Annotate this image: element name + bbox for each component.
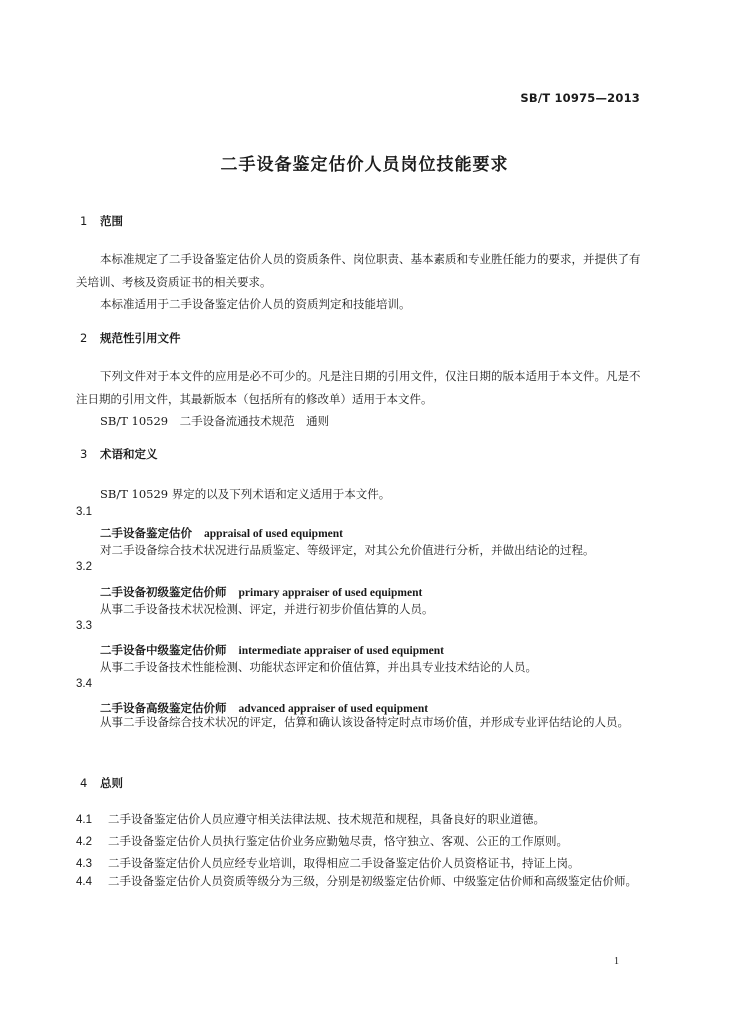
rule-item xyxy=(76,811,545,828)
section-4-heading xyxy=(80,775,123,791)
term-heading xyxy=(100,581,422,600)
rule-text: 二手设备鉴定估价人员应经专业培训，取得相应二手设备鉴定估价人员资格证书，持证上岗。 xyxy=(108,856,580,870)
term-definition: 对二手设备综合技术状况进行品质鉴定、等级评定，对其公允价值进行分析，并做出结论的过程。 xyxy=(100,543,595,557)
term-number: 3.1 xyxy=(76,506,92,518)
term-heading xyxy=(100,639,444,658)
term-en: appraisal of used equipment xyxy=(204,528,343,540)
section-title: 总则 xyxy=(100,776,123,790)
rule-item xyxy=(76,833,568,850)
term-number: 3.2 xyxy=(76,561,92,573)
section-title: 规范性引用文件 xyxy=(100,331,181,345)
term-zh: 二手设备初级鉴定估价师 xyxy=(100,585,227,599)
term-zh: 二手设备中级鉴定估价师 xyxy=(100,643,227,657)
term-definition: 从事二手设备技术性能检测、功能状态评定和价值估算，并出具专业技术结论的人员。 xyxy=(100,660,537,674)
rule-number: 4.1 xyxy=(76,814,92,826)
rule-number: 4.4 xyxy=(76,876,92,888)
section-1-heading xyxy=(80,213,123,229)
rule-item xyxy=(76,870,644,893)
rule-text: 二手设备鉴定估价人员资质等级分为三级，分别是初级鉴定估价师、中级鉴定估价师和高级鉴定估价师。 xyxy=(108,874,637,888)
section-title: 范围 xyxy=(100,214,123,228)
page-number: 1 xyxy=(614,956,619,967)
term-zh: 二手设备鉴定估价 xyxy=(100,526,192,540)
section-title: 术语和定义 xyxy=(100,447,158,461)
section-number: 4 xyxy=(80,776,88,790)
section-number: 3 xyxy=(80,447,88,461)
rule-text: 二手设备鉴定估价人员应遵守相关法律法规、技术规范和规程，具备良好的职业道德。 xyxy=(108,812,545,826)
rule-number: 4.2 xyxy=(76,836,92,848)
document-title: 二手设备鉴定估价人员岗位技能要求 xyxy=(220,155,509,175)
term-en: primary appraiser of used equipment xyxy=(238,587,423,599)
section-1-paragraph-2: 本标准适用于二手设备鉴定估价人员的资质判定和技能培训。 xyxy=(100,297,411,311)
normative-reference: SB/T 10529 二手设备流通技术规范 通则 xyxy=(100,414,330,428)
term-definition: 从事二手设备技术状况检测、评定，并进行初步价值估算的人员。 xyxy=(100,602,434,616)
term-number: 3.3 xyxy=(76,620,92,632)
term-number: 3.4 xyxy=(76,678,92,690)
section-number: 1 xyxy=(80,214,88,228)
section-number: 2 xyxy=(80,331,88,345)
standard-code: SB/T 10975—2013 xyxy=(520,91,640,105)
rule-text: 二手设备鉴定估价人员执行鉴定估价业务应勤勉尽责，恪守独立、客观、公正的工作原则。 xyxy=(108,834,568,848)
term-en: intermediate appraiser of used equipment xyxy=(238,645,445,657)
section-2-heading xyxy=(80,330,181,346)
term-definition: 从事二手设备综合技术状况的评定，估算和确认该设备特定时点市场价值，并形成专业评估结论的人员。 xyxy=(100,715,629,729)
section-3-heading xyxy=(80,446,158,462)
section-2-paragraph-1: 下列文件对于本文件的应用是必不可少的。凡是注日期的引用文件，仅注日期的版本适用于本文件。凡是不注日期的引用文件，其最新版本（包括所有的修改单）适用于本文件。 xyxy=(76,369,641,406)
term-heading xyxy=(100,522,343,541)
section-3-intro: SB/T 10529 界定的以及下列术语和定义适用于本文件。 xyxy=(100,487,391,501)
term-en: advanced appraiser of used equipment xyxy=(238,703,429,715)
rule-number: 4.3 xyxy=(76,858,92,870)
section-1-paragraph-1: 本标准规定了二手设备鉴定估价人员的资质条件、岗位职责、基本素质和专业胜任能力的要求，并提供了有关培训、考核及资质证书的相关要求。 xyxy=(76,252,641,289)
term-zh: 二手设备高级鉴定估价师 xyxy=(100,701,227,715)
